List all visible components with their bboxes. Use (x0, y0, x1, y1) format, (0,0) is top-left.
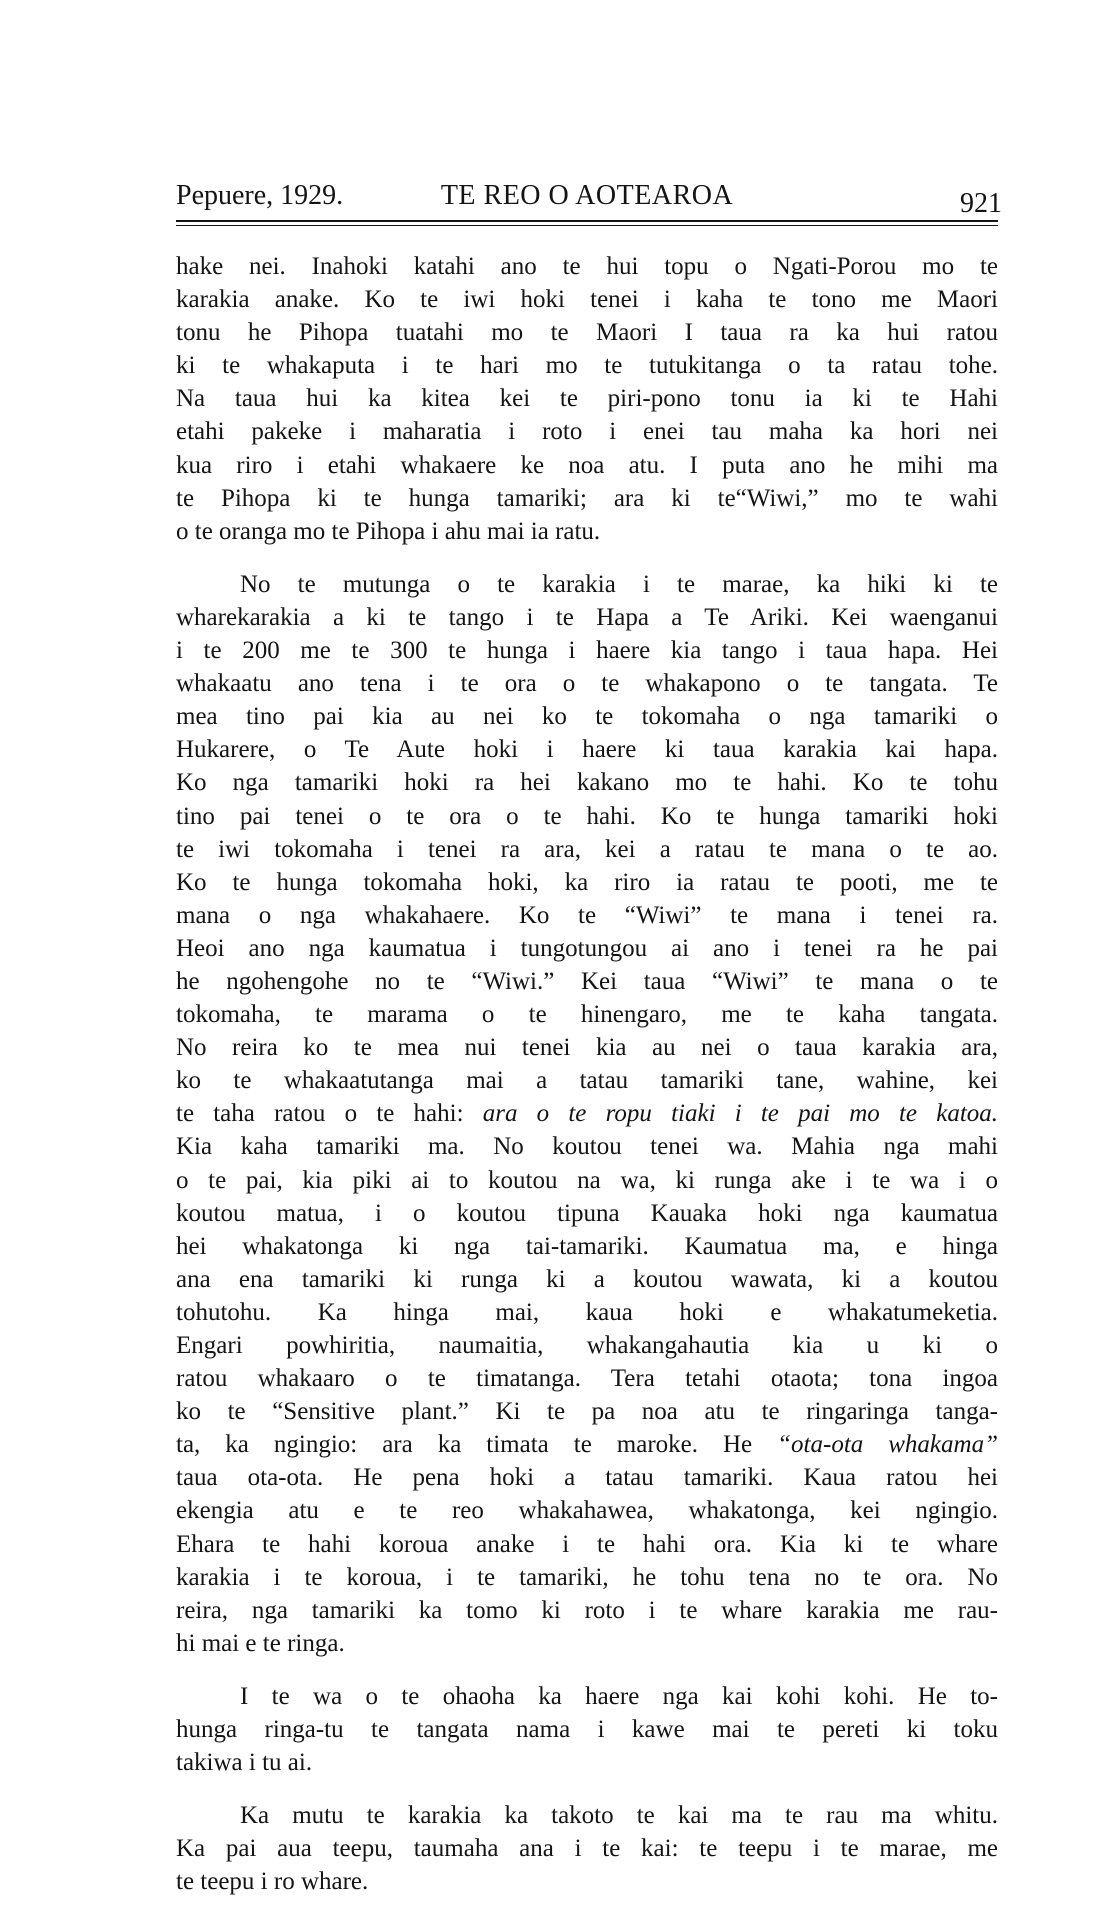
journal-title: TE REO O AOTEAROA (440, 180, 734, 211)
text-line: Ka mutu te karakia ka takoto te kai ma te rau ma whitu. (240, 1802, 998, 1830)
text-line: ko te “Sensitive plant.” Ki te pa noa atu te ringaringa tanga- (176, 1398, 998, 1426)
header-rule-secondary (176, 225, 998, 226)
text-line: Hukarere, o Te Aute hoki i haere ki taua karakia kai hapa. (176, 736, 998, 764)
text-line-mixed (176, 1428, 998, 1461)
text-line: koutou matua, i o koutou tipuna Kauaka hoki nga kaumatua (176, 1199, 998, 1227)
header-rule (176, 220, 998, 222)
paragraph-2 (176, 568, 998, 1660)
text-line: o te oranga mo te Pihopa i ahu mai ia ratu. (176, 517, 601, 545)
text-line: Ehara te hahi koroua anake i te hahi ora. Kia ki te whare (176, 1530, 998, 1558)
text-line: ekengia atu e te reo whakahawea, whakatonga, kei ngingio. (176, 1497, 998, 1525)
text-line: he ngohengohe no te “Wiwi.” Kei taua “Wiwi” te mana o te (176, 967, 998, 995)
text-line: ki te whakaputa i te hari mo te tutukitanga o ta ratau tohe. (176, 352, 998, 380)
text-line: te iwi tokomaha i tenei ra ara, kei a ratau te mana o te ao. (176, 835, 998, 863)
text-line: reira, nga tamariki ka tomo ki roto i te whare karakia me rau- (176, 1596, 998, 1624)
text-line: hi mai e te ringa. (176, 1629, 345, 1657)
text-line: takiwa i tu ai. (176, 1749, 313, 1777)
text-line: Ko nga tamariki hoki ra hei kakano mo te hahi. Ko te tohu (176, 769, 998, 797)
text-line: No reira ko te mea nui tenei kia au nei o taua karakia ara, (176, 1034, 998, 1062)
text-line: Na taua hui ka kitea kei te piri-pono tonu ia ki te Hahi (176, 385, 998, 413)
text-line: karakia i te koroua, i te tamariki, he tohu tena no te ora. No (176, 1563, 998, 1591)
text-line: mea tino pai kia au nei ko te tokomaha o nga tamariki o (176, 703, 998, 731)
text-line: kua riro i etahi whakaere ke noa atu. I puta ano he mihi ma (176, 451, 998, 479)
text-segment: ta, ka ngingio: ara ka timata te maroke. He (176, 1431, 778, 1459)
page (176, 176, 1002, 1919)
text-line: te teepu i ro whare. (176, 1868, 369, 1896)
text-line: hei whakatonga ki nga tai-tamariki. Kaumatua ma, e hinga (176, 1232, 998, 1260)
italic-phrase: ara o te ropu tiaki i te pai mo te katoa. (482, 1100, 999, 1128)
italic-phrase: “ota-ota whakama” (777, 1431, 998, 1459)
text-line: ana ena tamariki ki runga ki a koutou wawata, ki a koutou (176, 1265, 998, 1293)
text-line: i te 200 me te 300 te hunga i haere kia tango i taua hapa. Hei (176, 637, 998, 665)
text-line: etahi pakeke i maharatia i roto i enei tau maha ka hori nei (176, 418, 998, 446)
text-line: mana o nga whakahaere. Ko te “Wiwi” te mana i tenei ra. (176, 901, 998, 929)
text-line: No te mutunga o te karakia i te marae, ka hiki ki te (240, 570, 998, 598)
text-line: tohutohu. Ka hinga mai, kaua hoki e whakatumeketia. (176, 1298, 998, 1326)
text-segment: te taha ratou o te hahi: (176, 1100, 483, 1128)
text-line: karakia anake. Ko te iwi hoki tenei i kaha te tono me Maori (176, 286, 998, 314)
text-line: whakaatu ano tena i te ora o te whakapono o te tangata. Te (176, 670, 998, 698)
text-line: tonu he Pihopa tuatahi mo te Maori I taua ra ka hui ratou (176, 319, 998, 347)
text-line: te Pihopa ki te hunga tamariki; ara ki te“Wiwi,” mo te wahi (176, 484, 998, 512)
text-line: Ko te hunga tokomaha hoki, ka riro ia ratau te pooti, me te (176, 868, 998, 896)
issue-date: Pepuere, 1929. (176, 180, 344, 211)
text-line: Engari powhiritia, naumaitia, whakangahautia kia u ki o (176, 1332, 998, 1359)
text-line: wharekarakia a ki te tango i te Hapa a Te Ariki. Kei waenganui (176, 603, 998, 631)
text-line: tokomaha, te marama o te hinengaro, me te kaha tangata. (176, 1001, 998, 1029)
running-header (176, 176, 1002, 219)
text-line: taua ota-ota. He pena hoki a tatau tamariki. Kaua ratou hei (176, 1464, 998, 1492)
text-line: Heoi ano nga kaumatua i tungotungou ai ano i tenei ra he pai (176, 934, 998, 962)
text-line: Kia kaha tamariki ma. No koutou tenei wa. Mahia nga mahi (176, 1133, 998, 1161)
page-number: 921 (960, 188, 1002, 219)
text-line: ko te whakaatutanga mai a tatau tamariki tane, wahine, kei (176, 1067, 998, 1095)
text-line: tino pai tenei o te ora o te hahi. Ko te hunga tamariki hoki (176, 802, 998, 830)
text-line: ratou whakaaro o te timatanga. Tera tetahi otaota; tona ingoa (176, 1365, 998, 1393)
text-line: hake nei. Inahoki katahi ano te hui topu o Ngati-Porou mo te (176, 253, 998, 280)
paragraph-4 (176, 1799, 998, 1898)
text-line-mixed (176, 1097, 998, 1130)
paragraph-3 (176, 1680, 998, 1779)
paragraph-1 (176, 250, 998, 548)
text-line: Ka pai aua teepu, taumaha ana i te kai: te teepu i te marae, me (176, 1835, 998, 1863)
text-line: I te wa o te ohaoha ka haere nga kai kohi kohi. He to- (240, 1682, 998, 1710)
text-line: hunga ringa-tu te tangata nama i kawe mai te pereti ki toku (176, 1716, 998, 1744)
text-line: o te pai, kia piki ai to koutou na wa, ki runga ake i te wa i o (176, 1166, 998, 1194)
article-body (176, 250, 998, 1899)
